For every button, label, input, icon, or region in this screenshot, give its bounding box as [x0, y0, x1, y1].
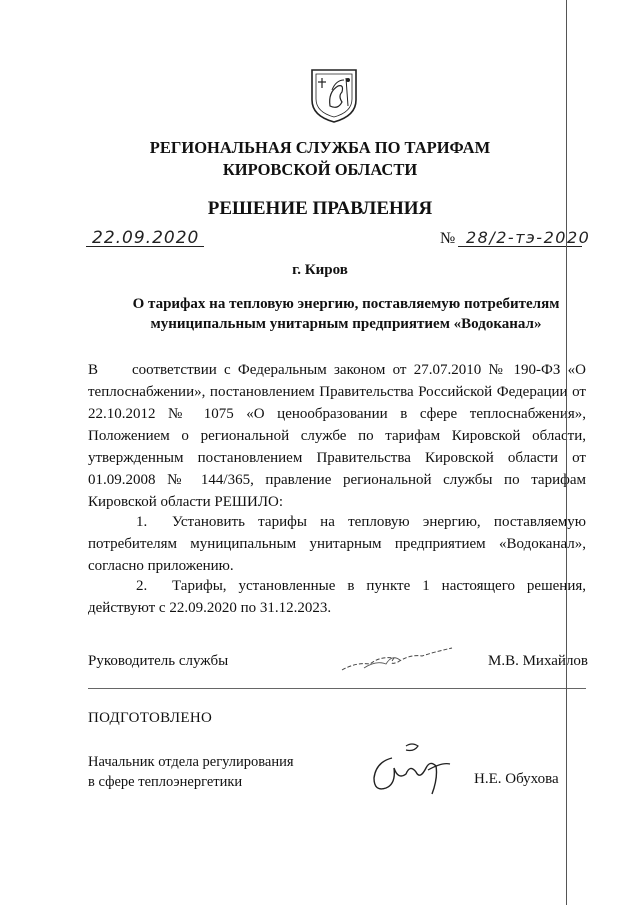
number-underline: [458, 246, 582, 247]
item-1-text: Установить тарифы на тепловую энергию, поставляемую потребителям муниципальным унитарным предприятием «Водоканал», согласно приложению.: [88, 514, 586, 574]
prepared-label: ПОДГОТОВЛЕНО: [88, 710, 213, 726]
org-name-line1: РЕГИОНАЛЬНАЯ СЛУЖБА ПО ТАРИФАМ: [149, 138, 491, 157]
preamble-first-word: В: [88, 362, 99, 378]
preamble-text: соответствии с Федеральным законом от 27.07.2010 № 190-ФЗ «О теплоснабжении», постановлением Правительства Российской Федерации от 22.10.2012 № 1075 «О ценообразовании в сфере теплоснабжения», Положением о региональной службе по тарифам Кировской области, утвержденным постановлением Правительства Кировской области от 01.09.2008 № 144/365, правление региональной службы по тарифам Кировской области РЕШИЛО:: [88, 362, 586, 510]
paragraph-preamble: [88, 359, 586, 513]
divider: [88, 688, 586, 689]
item-2-number: 2.: [136, 578, 148, 594]
signature-mikhailov: [336, 640, 456, 680]
item-1-number: 1.: [136, 514, 148, 530]
subject-line1: О тарифах на тепловую энергию, поставляемую потребителям: [132, 296, 560, 312]
preparer-position: [88, 752, 294, 792]
coat-of-arms-icon: [308, 66, 360, 124]
item-2-text: Тарифы, установленные в пункте 1 настоящего решения, действуют с 22.09.2020 по 31.12.2023.: [88, 578, 586, 616]
city: г. Киров: [292, 262, 348, 278]
decision-number: 28/2-тэ-2020: [466, 228, 591, 247]
number-label: №: [440, 230, 456, 247]
preparer-position-line1: Начальник отдела регулирования: [88, 754, 294, 770]
preparer-position-line2: в сфере теплоэнергетики: [88, 774, 243, 790]
decision-date: 22.09.2020: [92, 228, 200, 248]
signature-obukhova: [366, 738, 456, 802]
scan-margin-line: [566, 0, 567, 905]
paragraph-item-1: [88, 511, 586, 577]
document-title: РЕШЕНИЕ ПРАВЛЕНИЯ: [207, 198, 433, 219]
subject: [120, 294, 572, 334]
signer-name: М.В. Михайлов: [488, 653, 589, 669]
paragraph-item-2: [88, 575, 586, 619]
subject-line2: муниципальным унитарным предприятием «Водоканал»: [150, 316, 542, 332]
signer-position: Руководитель службы: [88, 653, 229, 669]
org-name-line2: КИРОВСКОЙ ОБЛАСТИ: [222, 160, 418, 179]
preparer-name: Н.Е. Обухова: [474, 771, 559, 787]
date-underline: [86, 246, 204, 247]
